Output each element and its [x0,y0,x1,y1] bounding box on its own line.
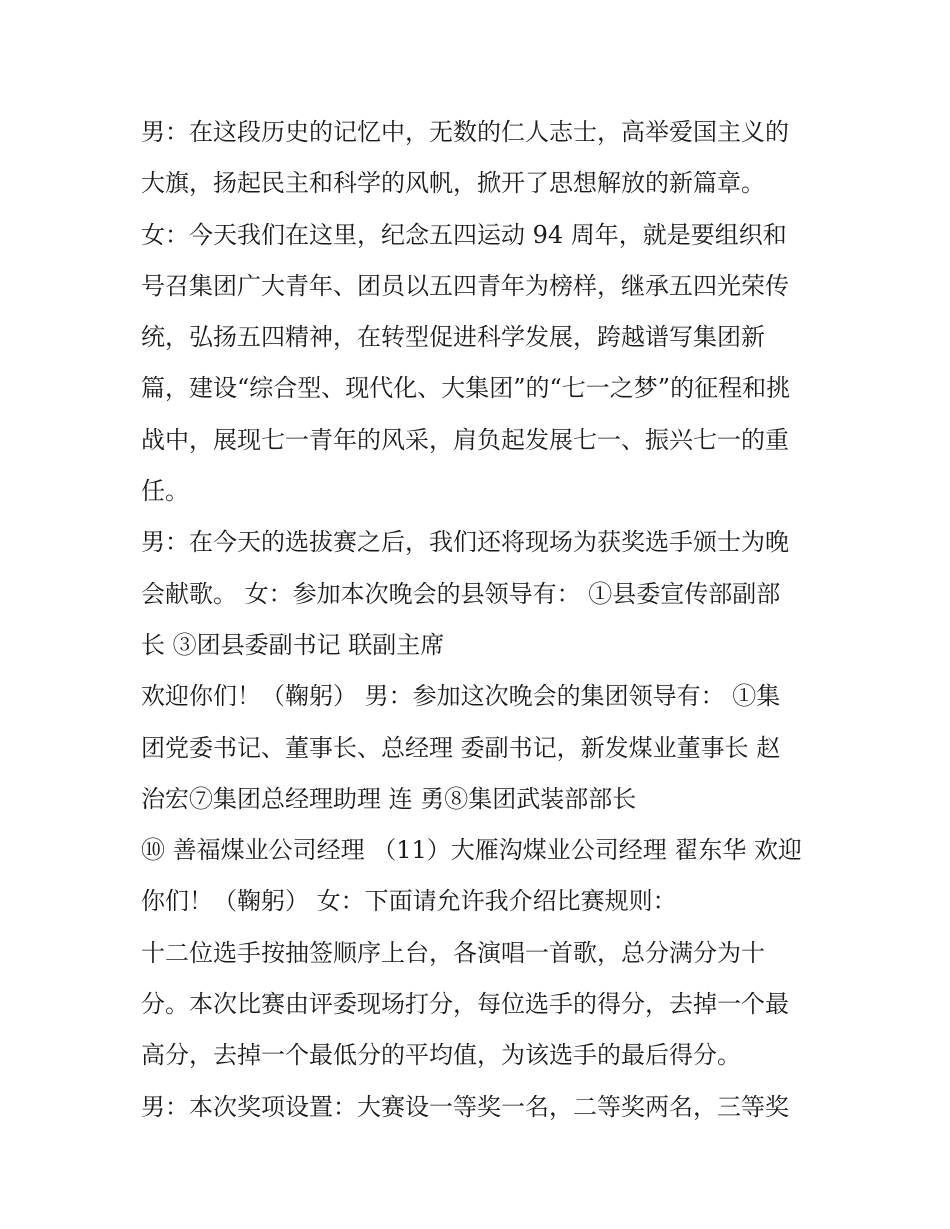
text-line: 欢迎你们！（鞠躬） 男：参加这次晚会的集团领导有： ①集 [141,682,781,711]
text-line: 统，弘扬五四精神，在转型促进科学发展，跨越谱写集团新 [141,323,765,352]
text-line: 战中，展现七一青年的风采，肩负起发展七一、振兴七一的重 [141,425,789,454]
text-line: 十二位选手按抽签顺序上台，各演唱一首歌，总分满分为十 [141,938,765,967]
text-line: ⑩ 善福煤业公司经理 （11）大雁沟煤业公司经理 翟东华 欢迎 [141,836,803,865]
text-line: 长 ③团县委副书记 联副主席 [141,630,445,659]
text-line: 男：在这段历史的记忆中，无数的仁人志士，高举爱国主义的 [141,118,789,146]
text-line: 团党委书记、董事长、总经理 委副书记，新发煤业董事长 赵 [141,733,781,762]
text-line: 号召集团广大青年、团员以五四青年为榜样，继承五四光荣传 [141,271,789,300]
text-line: 男：在今天的选拔赛之后，我们还将现场为获奖选手颁士为晚 [141,528,789,557]
text-line: 篇，建设“综合型、现代化、大集团”的“七一之梦”的征程和挑 [141,374,791,403]
text-line: 大旗，扬起民主和科学的风帆，掀开了思想解放的新篇章。 [141,169,765,198]
text-line: 分。本次比赛由评委现场打分，每位选手的得分，去掉一个最 [141,990,789,1019]
text-line: 男：本次奖项设置：大赛设一等奖一名，二等奖两名，三等奖 [141,1092,789,1121]
text-line: 高分，去掉一个最低分的平均值，为该选手的最后得分。 [141,1041,741,1070]
text-line: 治宏⑦集团总经理助理 连 勇⑧集团武装部部长 [141,784,637,813]
text-line: 你们！（鞠躬） 女：下面请允许我介绍比赛规则： [141,887,677,916]
text-line: 任。 [141,477,189,506]
text-line: 会献歌。 女：参加本次晚会的县领导有： ①县委宣传部副部 [141,579,781,608]
document-body [141,107,821,1133]
text-line: 女：今天我们在这里，纪念五四运动 94 周年，就是要组织和 [141,220,787,249]
